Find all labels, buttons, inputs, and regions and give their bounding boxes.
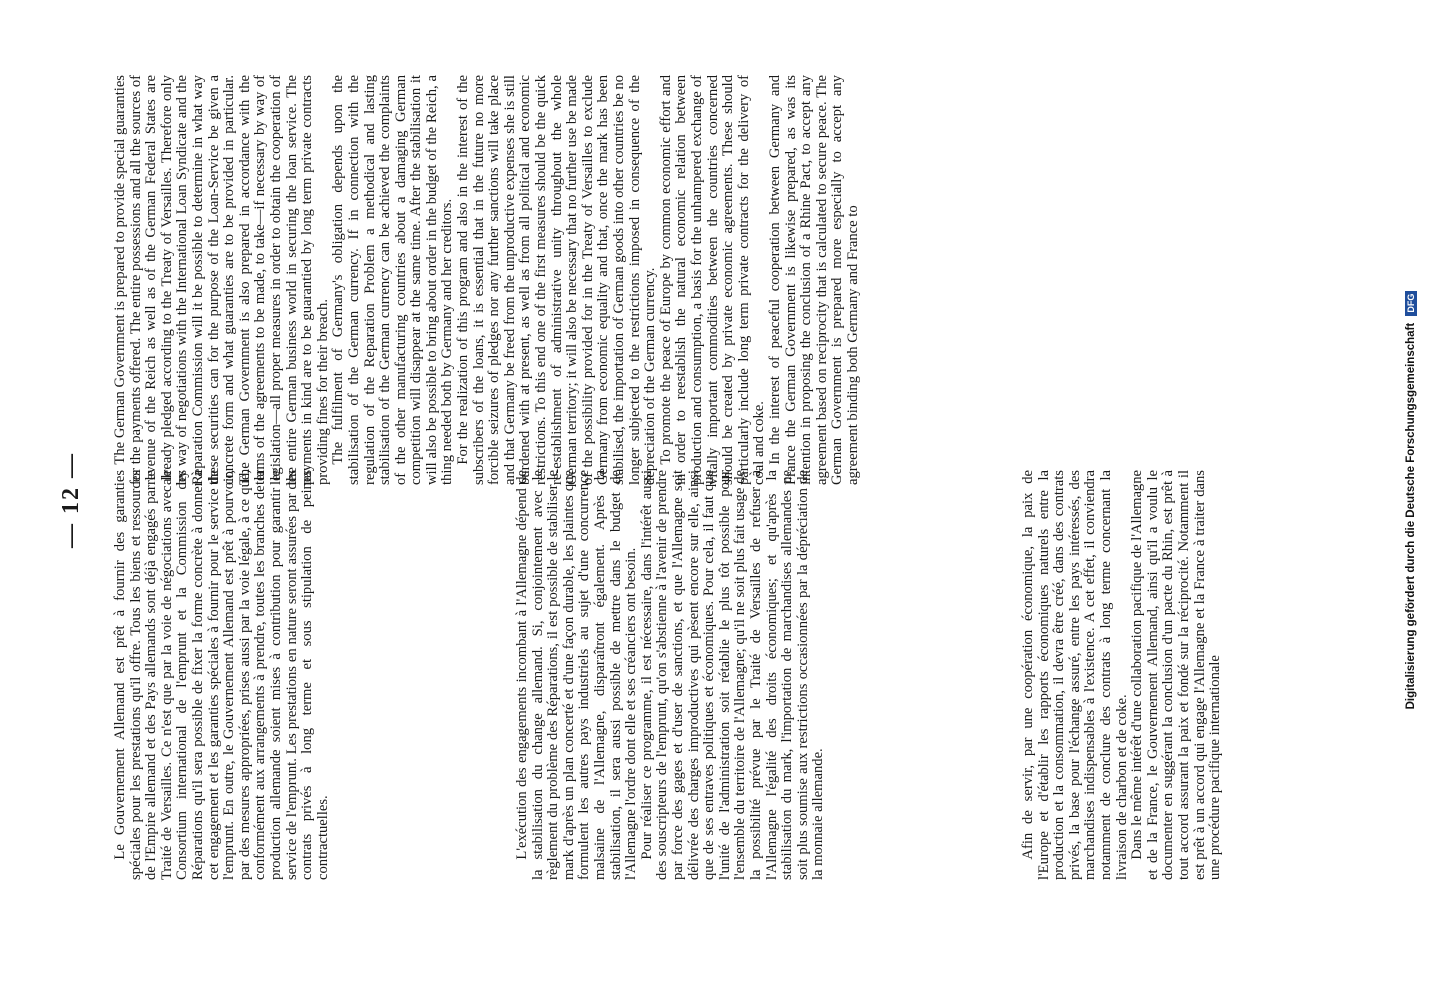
credit-text: Digitalisierung gefördert durch die Deutsche Forschungsgemeinschaft	[1405, 322, 1418, 710]
dfg-logo: DFG	[1405, 291, 1417, 316]
paragraph: In the interest of peaceful cooperation between Germany and France the German Government is likewise prepared, as was its intention in proposing the conclusion of a Rhine Pact, to accept any agreement based on reciprocity that is calculated to secure peace. The German Government is prepared more especially to accept any agreement binding both Germany and France to	[766, 75, 861, 485]
paragraph: L'exécution des engagements incombant à l'Allemagne dépend de la stabilisation du change allemand. Si, conjointement avec le règlement du problème des Réparations, il est possible de stabiliser le mark d'après un plan concerté et d'une façon durable, les plaintes que formulent les autres pays industriels au sujet d'une concurrence malsaine de l'Allemagne, disparaîtront également. Après la stabilisation, il sera aussi possible de mettre dans le budget de l'Allemagne l'ordre dont elle et ses créanciers ont besoin.	[514, 470, 640, 880]
paragraph: Dans le même intérêt d'une collaboration pacifique de l'Allemagne et de la France, le Gouvernement Allemand, ainsi qu'il a voulu le documenter en suggérant la conclusion d'un pacte du Rhin, est prêt à tout accord assurant la paix et fondé sur la réciprocité. Notamment il est prêt à un accord qui engage l'Allemagne et la France à traiter dans une procédure pacifique internationale	[1129, 470, 1224, 880]
english-section	[113, 75, 862, 485]
french-section	[515, 470, 827, 880]
french-section	[1021, 470, 1224, 880]
paragraph: For the realization of this program and also in the interest of the subscribers of the loans, it is essential that in the future no more forcible seizures of pledges nor any further sanctions will take place and that Germany be freed from the unproductive expenses she is still burdened with at present, as well as from all political and economic restrictions. To this end one of the first measures should be the quick re-establishment of administrative unity throughout the whole German territory; it will also be necessary that no further use be made of the possibility provided for in the Treaty of Versailles to exclude Germany from economic equality and that, once the mark has been stabilised, the importation of German goods into other countries be no longer subjected to the restrictions imposed in consequence of the depreciation of the German currency.	[455, 75, 659, 485]
digitization-credit	[1405, 0, 1417, 1000]
paragraph: The fulfilment of Germany's obligation depends upon the stabilisation of the German currency. If in connection with the regulation of the Reparation Problem a methodical and lasting stabilisation of the German currency can be achieved the complaints of the other manufacturing countries about a damaging German competition will disappear at the same time. After the stabilisation it will also be possible to bring about order in the budget of the Reich, a thing needed both by Germany and her creditors.	[330, 75, 456, 485]
paragraph: Pour réaliser ce programme, il est nécessaire, dans l'intérêt aussi des souscripteurs de l'emprunt, qu'on s'abstienne à l'avenir de prendre par force des gages et d'user de sanctions, et que l'Allemagne soit délivrée des charges improductives qui pèsent encore sur elle, ainsi que de ses entraves politiques et économiques. Pour cela, il faut que l'unité de l'administration soit rétablie le plus tôt possible pour l'ensemble du territoire de l'Allemagne; qu'il ne soit plus fait usage de la possibilité prévue par le Traité de Versailles de refuser à l'Allemagne l'égalité des droits économiques; et qu'après la stabilisation du mark, l'importation de marchandises allemandes ne soit plus soumise aux restrictions occasionnées par la dépréciation de la monnaie allemande.	[638, 470, 827, 880]
page-number: — 12 —	[58, 452, 84, 548]
paragraph: Le Gouvernement Allemand est prêt à fournir des garanties spéciales pour les prestations qu'il offre. Tous les biens et ressources de l'Empire allemand et des Pays allemands sont déjà engagés par le Traité de Versailles. Ce n'est que par la voie de négociations avec le Consortium international de l'emprunt et la Commission des Réparations qu'il sera possible de fixer la forme concrète à donner à cet engagement et les garanties spéciales à fournir pour le service de l'emprunt. En outre, le Gouvernement Allemand est prêt à pourvoir, par des mesures appropriées, prises aussi par la voie légale, à ce que, conformément aux arrangements à prendre, toutes les branches de la production allemande soient mises à contribution pour garantir le service de l'emprunt. Les prestations en nature seront assurées par des contrats privés à long terme et sous stipulation de peines contractuelles.	[112, 470, 331, 880]
paragraph: The German Government is prepared to provide special guaranties for the payments offered. The entire possessions and all the sources of revenue of the Reich as well as of the German Federal States are already pledged according to the Treaty of Versailles. Therefore only by way of negotiations with the International Loan Syndicate and the Reparation Commission will it be possible to determine in what way these securities can for the purpose of the Loan-Service be given a concrete form and what guaranties are to be provided in particular. The German Government is also prepared in accordance with the terms of the agreements to be made, to take—if necessary by way of legislation—all proper measures in order to obtain the cooperation of the entire German business world in securing the loan service. The payments in kind are to be guarantied by long term private contracts providing fines for their breach.	[112, 75, 331, 485]
paragraph: Afin de servir, par une coopération économique, la paix de l'Europe et d'établir les rapports économiques naturels entre la production et la consommation, il devra être créé, dans des contrats privés, la base pour l'échange assuré, entre les pays intéressés, des marchandises indispensables à l'existence. A cet effet, il conviendra notamment de conclure des contrats à long terme concernant la livraison de charbon et de coke.	[1020, 470, 1130, 880]
french-section	[113, 470, 331, 880]
paragraph: To promote the peace of Europe by common economic effort and in order to reestablish the natural economic relation between production and consumption, a basis for the unhampered exchange of vitally important commodities between the countries concerned should be created by private economic agreements. These should particularly include long term private contracts for the delivery of coal and coke.	[657, 75, 768, 485]
